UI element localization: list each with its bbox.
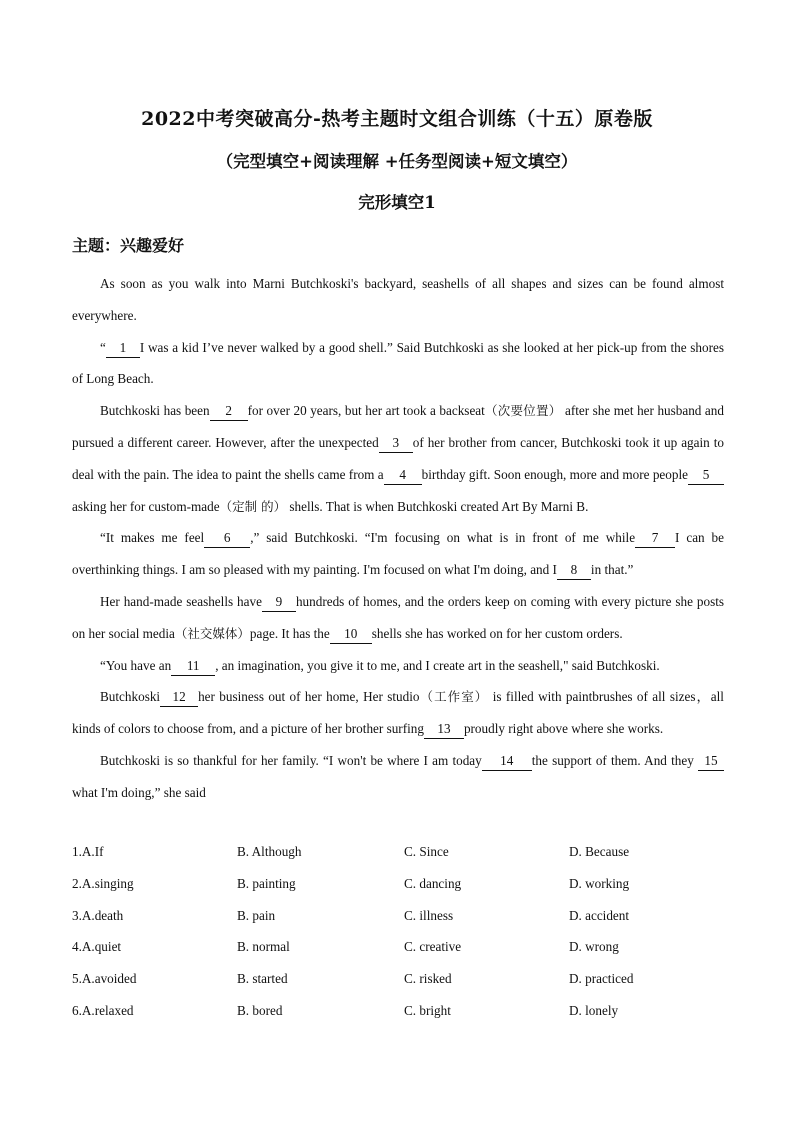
- paragraph-text: asking her for custom-made: [72, 498, 220, 514]
- option-a: 4.A.quiet: [72, 939, 122, 955]
- gloss-text: （工作室）: [419, 689, 489, 705]
- paragraph-text: ,” said Butchkoski. “I'm focusing on what is in front of me while: [250, 530, 636, 546]
- option-c: C. illness: [404, 907, 454, 923]
- option-d: D. lonely: [569, 1002, 619, 1018]
- blank-5: 5: [688, 466, 724, 485]
- option-d: D. accident: [569, 907, 630, 923]
- paragraph-text: is filled with paintbrushes of all sizes，all kinds of colors to choose from, and a picture of her brother surfing: [72, 689, 724, 737]
- paragraph-text: for over 20 years, but her art took a backseat: [247, 403, 485, 419]
- paragraph-text: Her hand-made seashells have: [100, 593, 262, 609]
- option-d: D. Because: [569, 844, 630, 859]
- option-d: D. wrong: [569, 939, 619, 955]
- blank-4: 4: [384, 466, 422, 485]
- gloss-text: （次要位置）: [484, 403, 562, 419]
- blank-1: 1: [106, 339, 140, 358]
- option-c: C. creative: [404, 939, 462, 955]
- option-a: 3.A.death: [72, 907, 124, 923]
- option-b: B. Although: [237, 844, 302, 859]
- page-subtitle: （完型填空+阅读理解 +任务型阅读+短文填空）: [216, 152, 578, 171]
- option-c: C. bright: [404, 1002, 451, 1018]
- option-b: B. bored: [237, 1002, 283, 1018]
- blank-10: 10: [330, 625, 372, 644]
- option-d: D. working: [569, 875, 630, 891]
- option-a: 2.A.singing: [72, 875, 134, 891]
- option-b: B. started: [237, 971, 288, 987]
- paragraph-text: shells. That is when Butchkoski created Art By Marni B.: [286, 498, 589, 514]
- theme-heading: 主题：兴趣爱好: [72, 236, 185, 255]
- answer-options: [72, 840, 752, 1031]
- blank-3: 3: [379, 434, 413, 453]
- option-a: 1.A.If: [72, 844, 104, 859]
- paragraph-text: “You have an: [100, 657, 172, 673]
- paragraph-text: in that.”: [590, 562, 634, 578]
- blank-9: 9: [262, 593, 296, 612]
- option-b: B. pain: [237, 907, 276, 923]
- paragraph-text: the support of them. And they: [531, 752, 694, 768]
- option-row-3: [72, 904, 752, 936]
- blank-2: 2: [210, 402, 248, 421]
- paragraph-text: Butchkoski is so thankful for her family. “I won't be where I am today: [100, 752, 482, 768]
- paragraph-text: what I'm doing,” she said: [72, 784, 206, 800]
- blank-14: 14: [482, 752, 532, 771]
- paragraph-text: I was a kid I’ve never walked by a good shell.” Said Butchkoski as she looked at her pick-up from the shores of Long Beach.: [72, 339, 724, 387]
- blank-12: 12: [160, 688, 198, 707]
- paragraph-text: proudly right above where she works.: [463, 721, 664, 737]
- paragraph-5: [72, 586, 724, 650]
- quote-mark: “: [100, 339, 106, 355]
- paragraph-2: [72, 332, 724, 396]
- option-c: C. dancing: [404, 875, 462, 891]
- paragraph-text: hundreds of homes, and the orders keep on coming with every picture she posts on her social media: [72, 593, 725, 641]
- paragraph-text: birthday gift. Soon enough, more and more people: [421, 466, 688, 482]
- paragraph-text: Butchkoski has been: [100, 403, 210, 419]
- paragraph-text: “It makes me feel: [100, 530, 205, 546]
- option-b: B. painting: [237, 875, 296, 891]
- paragraph-4: [72, 522, 724, 586]
- option-d: D. practiced: [569, 971, 634, 987]
- paragraph-text: As soon as you walk into Marni Butchkoski's backyard, seashells of all shapes and sizes can be found almost everywhere.: [72, 276, 724, 323]
- option-c: C. risked: [404, 971, 452, 987]
- paragraph-8: [72, 745, 724, 809]
- blank-6: 6: [204, 529, 250, 548]
- paragraph-text: I can be overthinking things. I am so pleased with my painting. I'm focused on what I'm doing, and I: [72, 530, 724, 578]
- paragraph-text: Butchkoski: [100, 689, 161, 705]
- blank-8: 8: [557, 561, 591, 580]
- paragraph-text: , an imagination, you give it to me, and I create art in the seashell," said Butchkoski.: [215, 657, 660, 673]
- option-row-4: [72, 935, 752, 967]
- option-row-2: [72, 872, 752, 904]
- paragraph-3: [72, 395, 724, 522]
- blank-15: 15: [698, 752, 724, 771]
- blank-11: 11: [171, 657, 215, 676]
- paragraph-1: [72, 268, 724, 332]
- blank-7: 7: [635, 529, 675, 548]
- option-b: B. normal: [237, 939, 290, 955]
- option-row-6: [72, 999, 752, 1031]
- blank-13: 13: [424, 720, 464, 739]
- passage: [72, 268, 724, 809]
- section-heading: 完形填空1: [358, 193, 436, 212]
- option-row-1: [72, 840, 752, 872]
- option-a: 6.A.relaxed: [72, 1002, 134, 1018]
- option-row-5: [72, 967, 752, 999]
- paragraph-text: shells she has worked on for her custom orders.: [371, 625, 623, 641]
- paragraph-text: of her brother from cancer, Butchkoski took it up again to deal with the pain. The idea to paint the shells came from a: [72, 434, 724, 482]
- paragraph-text: her business out of her home, Her studio: [198, 689, 420, 705]
- paragraph-7: [72, 681, 724, 745]
- paragraph-text: page. It has the: [249, 625, 330, 641]
- gloss-text: （定制 的）: [219, 498, 287, 514]
- paragraph-6: [72, 650, 724, 682]
- paragraph-text: after she met her husband and pursued a different career. However, after the unexpected: [72, 403, 724, 450]
- option-a: 5.A.avoided: [72, 971, 137, 987]
- gloss-text: （社交媒体）: [174, 625, 250, 641]
- option-c: C. Since: [404, 844, 449, 859]
- page-title: 2022中考突破高分-热考主题时文组合训练（十五）原卷版: [141, 108, 653, 130]
